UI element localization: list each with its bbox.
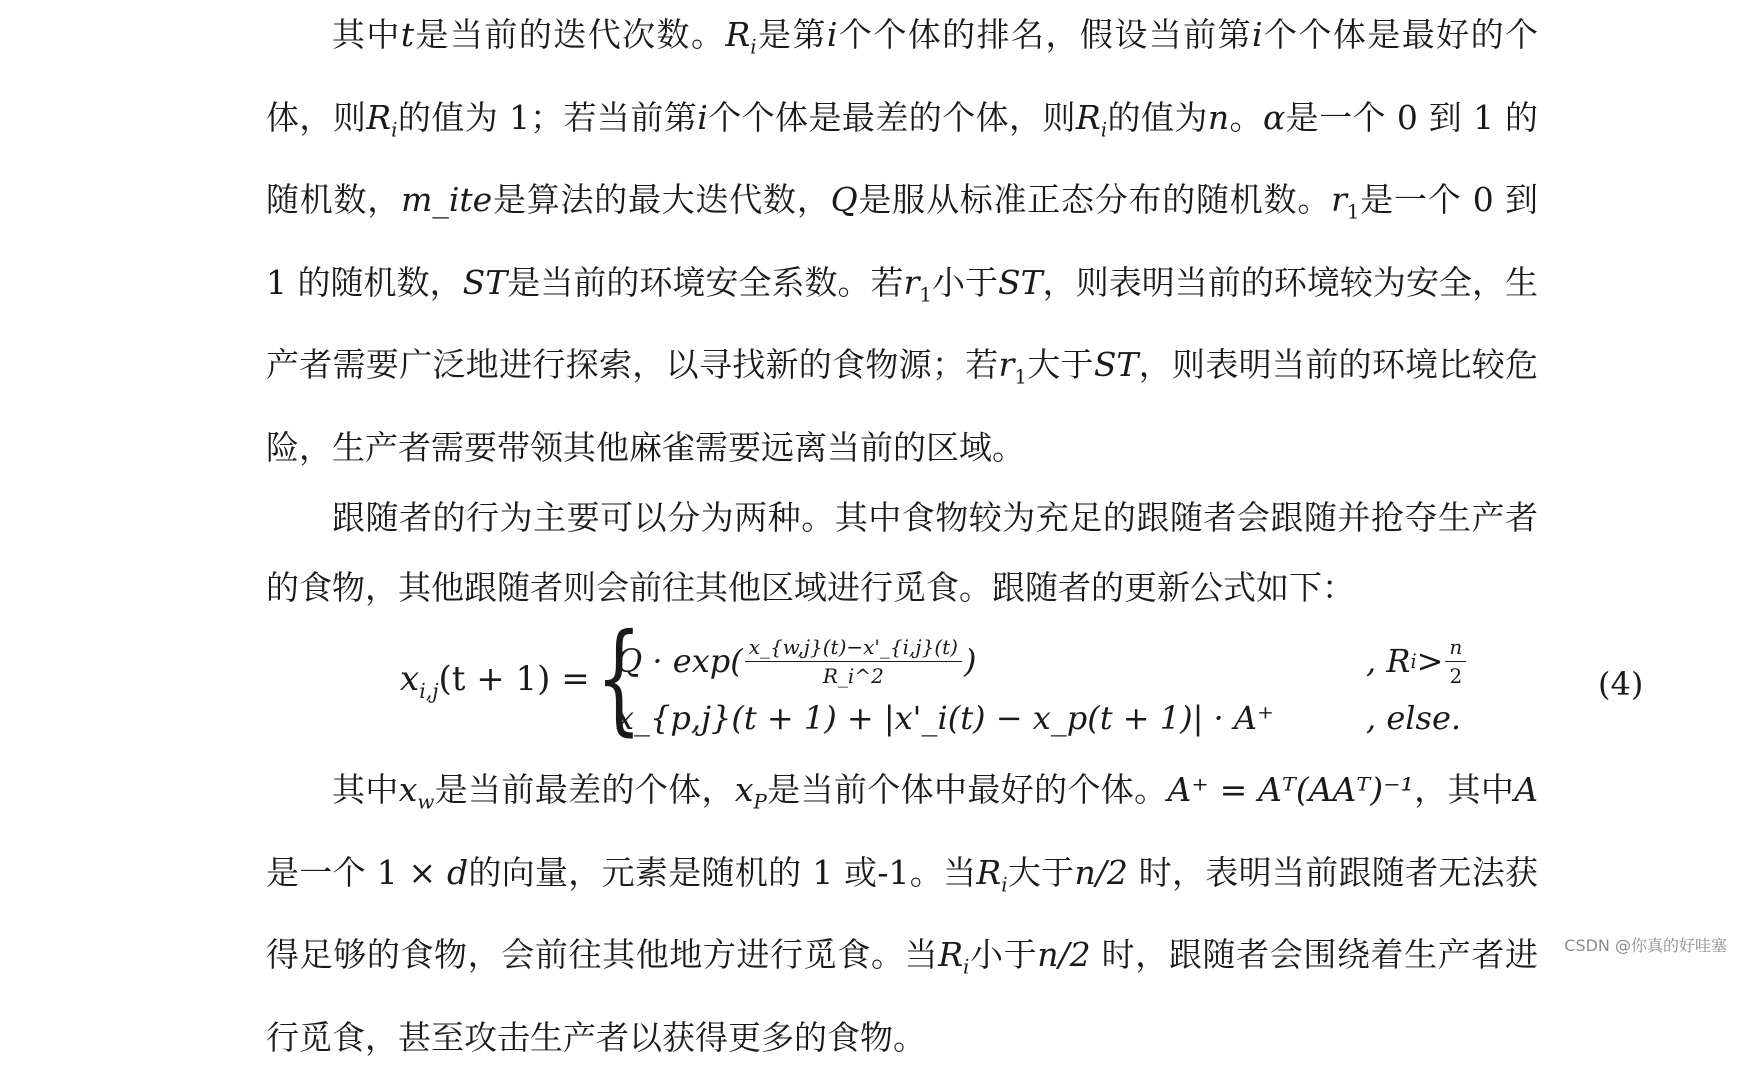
math-var: $R_i$: [725, 15, 757, 59]
math-var: i: [697, 97, 708, 137]
text-run: 大于: [1026, 345, 1094, 385]
math-var: n: [1207, 97, 1230, 137]
math-var: n/2: [1037, 935, 1091, 975]
text-run: 是当前最差的个体，: [434, 769, 735, 809]
text-run: 其中: [332, 15, 401, 54]
text-run: 小于: [931, 262, 999, 302]
paragraph-follower-params: [266, 755, 1538, 1073]
text-run: ，则表明当前的环境较为安全，生产者需要广泛地进行探索，以寻找新的食物源；若: [266, 262, 1539, 385]
math-var: d: [446, 852, 469, 892]
text-run: 是当前个体中最好的个体。: [766, 769, 1168, 809]
math-var: m_ite: [401, 180, 493, 220]
csdn-watermark: CSDN @你真的好哇塞: [1564, 936, 1727, 955]
text-run: 是一个 0 到 1 的随机数，: [266, 97, 1539, 220]
math-var: i: [826, 15, 838, 54]
text-run: 是第: [756, 15, 827, 54]
math-var: $R_i$: [976, 852, 1008, 897]
math-var: A: [1514, 769, 1539, 809]
math-var: t: [400, 15, 415, 54]
math-var: ST: [462, 262, 508, 302]
text-run: 是当前的迭代次数。: [414, 15, 726, 54]
fraction: $\frac{x\_\{w,j\}(t)-x'\_\{i,j\}(t)}{R\_i\^{}2}$: [745, 635, 962, 688]
equation-condition-2: , else.: [1366, 698, 1462, 737]
fraction: $\frac{n}{2}$: [1445, 635, 1466, 688]
equation-number: (4): [1598, 664, 1644, 703]
math-var: $R_i$: [938, 935, 970, 979]
left-brace-symbol: {: [596, 608, 642, 748]
text-run: 小于: [969, 935, 1038, 975]
equation-lhs: $x_{i,j}(t + 1)$ =: [400, 658, 590, 703]
math-var: Q: [830, 180, 858, 220]
text-run: 个个体是最差的个体，则: [707, 97, 1076, 137]
text-run: 时，表明当前跟随者无法获得足够的食物，会前往其他地方进行觅食。当: [266, 852, 1539, 975]
math-var: $R_i$: [1075, 97, 1108, 142]
math-var: ST: [1093, 345, 1139, 385]
text-run: 个个体的排名，假设当前第: [837, 15, 1253, 54]
paragraph-follower-intro: 跟随者的行为主要可以分为两种。其中食物较为充足的跟随者会跟随并抢夺生产者的食物，其他跟随者则会前往其他区域进行觅食。跟随者的更新公式如下：: [266, 497, 1538, 607]
text-run: 。: [1229, 97, 1263, 137]
text-run: 是一个 1 ×: [266, 852, 447, 892]
text-run: 的值为: [1107, 97, 1208, 137]
math-var: ST: [998, 262, 1043, 302]
equation-condition-1: , R i > $\frac{n}{2}$: [1366, 635, 1468, 688]
text-run: 是一个 0 到 1 的随机数，: [266, 180, 1539, 302]
math-var: i: [1252, 15, 1263, 54]
equation-case-2: x_{p,j}(t + 1) + |x'_i(t) − x_p(t + 1)| · A⁺: [616, 698, 1274, 737]
text-run: 个个体是最好的个体，则: [266, 15, 1539, 137]
math-var: $r_1$: [903, 262, 932, 307]
math-formula: A⁺ = Aᵀ(AAᵀ)⁻¹: [1167, 769, 1414, 809]
text-run: ，其中: [1413, 769, 1515, 809]
math-var: $x_P$: [734, 769, 767, 814]
text-run: 大于: [1007, 852, 1075, 892]
math-var: n/2: [1074, 852, 1128, 892]
math-var: $x_w$: [398, 769, 435, 814]
document-body: [266, 0, 1644, 1073]
text-run: 是算法的最大迭代数，: [492, 180, 831, 220]
paragraph-producer-params: [266, 0, 1538, 483]
text-run: 其中: [332, 769, 399, 809]
equation-4: [266, 608, 1644, 753]
text-run: ，则表明当前的环境比较危险，生产者需要带领其他麻雀需要远离当前的区域。: [266, 345, 1539, 467]
text-run: 是当前的环境安全系数。若: [507, 262, 904, 302]
text-run: 是服从标准正态分布的随机数。: [857, 180, 1332, 220]
math-var: α: [1262, 97, 1286, 137]
text-run: 的向量，元素是随机的 1 或-1。当: [468, 852, 977, 892]
text-run: 的值为 1；若当前第: [397, 97, 698, 137]
math-var: $r_1$: [998, 345, 1027, 389]
equation-case-1: Q · exp( $\frac{x\_\{w,j\}(t)-x'\_\{i,j\}(t)}{R\_i\^{}2}$ ): [616, 634, 977, 688]
math-var: $r_1$: [1331, 180, 1360, 224]
text-run: 时，跟随者会围绕着生产者进行觅食，甚至攻击生产者以获得更多的食物。: [266, 935, 1538, 1057]
math-var: $R_i$: [366, 97, 398, 142]
